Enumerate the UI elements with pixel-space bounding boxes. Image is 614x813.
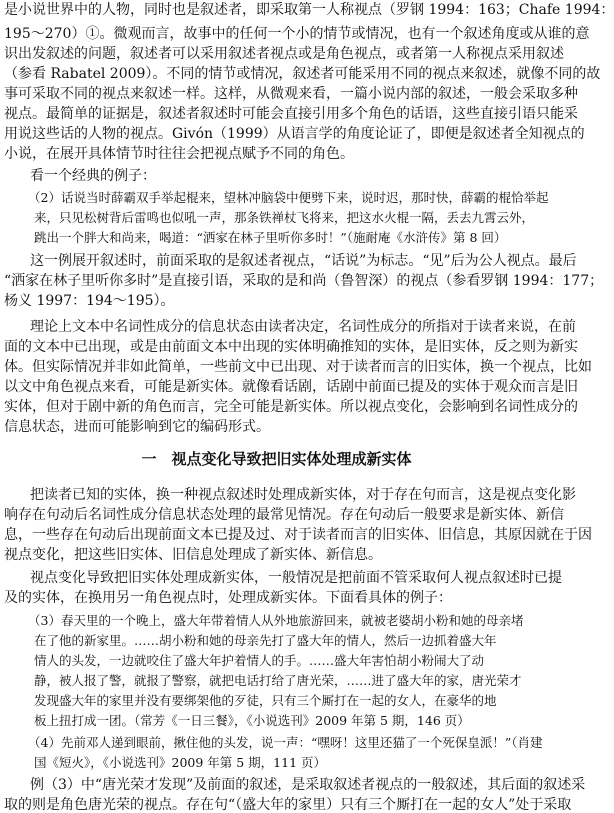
example-2-line: 跳出一个胖大和尚来，喝道：“洒家在林子里听你多时！”（施耐庵《水浒传》第 8 回） bbox=[34, 230, 507, 245]
example-3-line: 板上扭打成一团。（常芳《一日三餐》，《小说选刊》2009 年第 5 期，146 页） bbox=[34, 713, 470, 728]
example-3-line: （3）春天里的一个晚上，盛大年带着情人从外地旅游回来，就被老婆胡小粉和她的母亲堵 bbox=[28, 613, 524, 628]
text-line: 识出发叙述的问题，叙述者可以采用叙述者视点或是角色视点，或者第一人称视点采用叙述 bbox=[4, 46, 564, 62]
text-line: 以文中角色视点来看，可能是新实体。就像看话剧，话剧中前面已提及的实体于观众而言是旧 bbox=[4, 379, 578, 395]
example-3-line: 在了他的新家里。……胡小粉和她的母亲先打了盛大年的情人，然后一边抓着盛大年 bbox=[34, 633, 497, 648]
example-3-line: 发现盛大年的家里并没有要绑架他的歹徒，只有三个厮打在一起的女人，在豪华的地 bbox=[34, 693, 497, 708]
text-line: 取的则是角色唐光荣的视点。存在句“（盛大年的家里）只有三个厮打在一起的女人”处于采取 bbox=[4, 797, 572, 813]
text-line: 把读者已知的实体，换一种视点叙述时处理成新实体，对于存在句而言，这是视点变化影 bbox=[30, 487, 576, 503]
text-line: 体。但实际情况并非如此简单，一些前文中已出现、对于读者而言的旧实体，换一个视点，比如 bbox=[4, 359, 592, 375]
text-line: （参看 Rabatel 2009）。不同的情节或情况，叙述者可能采用不同的视点来叙述，就像不同的故 bbox=[4, 66, 601, 82]
text-line: 信息状态，进而可能影响到它的编码形式。 bbox=[4, 419, 270, 435]
text-line: 是小说世界中的人物，同时也是叙述者，即采取第一人称视点（罗钢 1994：163；Chafe 1994： bbox=[4, 2, 614, 18]
text-line: 及的实体，在换用另一角色视点时，处理成新实体。下面看具体的例子： bbox=[4, 590, 452, 606]
example-2-line: （2）话说当时薛霸双手举起棍来，望林冲脑袋中便劈下来，说时迟，那时快，薛霸的棍恰举起 bbox=[28, 190, 549, 205]
text-line: 视点变化，把这些旧实体、旧信息处理成了新实体、新信息。 bbox=[4, 547, 382, 563]
text-line: 小说，在展开具体情节时往往会把视点赋予不同的角色。 bbox=[4, 146, 354, 162]
text-line: 面的文本中已出现，或是由前面文本中出现的实体明确推知的实体，是旧实体，反之则为新实 bbox=[4, 339, 578, 355]
text-line: 这一例展开叙述时，前面采取的是叙述者视点，“话说”为标志。“见”后为公人视点。最后 bbox=[30, 253, 577, 269]
text-line: 看一个经典的例子： bbox=[30, 168, 156, 184]
example-2-line: 来，只见松树背后雷鸣也似吼一声，那条铁禅杖飞将来，把这水火棍一隔，丢去九霄云外， bbox=[34, 210, 535, 225]
text-line: 事可采取不同的视点来叙述一样。这样，从微观来看，一篇小说内部的叙述，一般会采取多种 bbox=[4, 86, 578, 102]
text-line: 理论上文本中名词性成分的信息状态由读者决定，名词性成分的所指对于读者来说，在前 bbox=[30, 319, 576, 335]
text-line: 视点。最简单的证据是，叙述者叙述时可能会直接引用多个角色的话语，这些直接引语只能采 bbox=[4, 106, 578, 122]
text-line: 用说这些话的人物的视点。Givón（1999）从语言学的角度论证了，即便是叙述者全知视点的 bbox=[4, 126, 585, 142]
section-heading: 一 视点变化导致把旧实体处理成新实体 bbox=[141, 450, 412, 468]
text-line: 杨义 1997：194～195）。 bbox=[4, 293, 175, 309]
text-line: 响存在句动后名词性成分信息状态处理的最常见情况。存在句动后一般要求是新实体、新信 bbox=[4, 507, 564, 523]
example-3-line: 静，被人报了警，就报了警察，就把电话打给了唐光荣，……进了盛大年的家，唐光荣才 bbox=[34, 673, 522, 688]
example-4-line: （4）先前邓人递到眼前，揪住他的头发，说一声：“嘿呀！这里还猫了一个死保皇派！”（肖建 bbox=[28, 735, 543, 750]
text-line: 视点变化导致把旧实体处理成新实体，一般情况是把前面不管采取何人视点叙述时已提 bbox=[30, 570, 562, 586]
text-line: 195～270）①。微观而言，故事中的任何一个小的情节或情况，也有一个叙述角度或从谁的意 bbox=[4, 26, 590, 42]
example-3-line: 情人的头发，一边就咬住了盛大年护着情人的手。……盛大年害怕胡小粉闹大了动 bbox=[34, 653, 485, 668]
text-line: “洒家在林子里听你多时”是直接引语，采取的是和尚（鲁智深）的视点（参看罗钢 1994：177； bbox=[4, 273, 604, 289]
text-line: 例（3）中“唐光荣才发现”及前面的叙述，是采取叙述者视点的一般叙述，其后面的叙述采 bbox=[30, 777, 586, 793]
example-4-line: 国《短火》，《小说选刊》2009 年第 5 期，111 页） bbox=[34, 755, 327, 770]
text-line: 息，一些存在句动后出现前面文本已提及过、对于读者而言的旧实体、旧信息，其原因就在于因 bbox=[4, 527, 592, 543]
text-line: 实体，但对于剧中新的角色而言，完全可能是新实体。所以视点变化，会影响到名词性成分的 bbox=[4, 399, 578, 415]
